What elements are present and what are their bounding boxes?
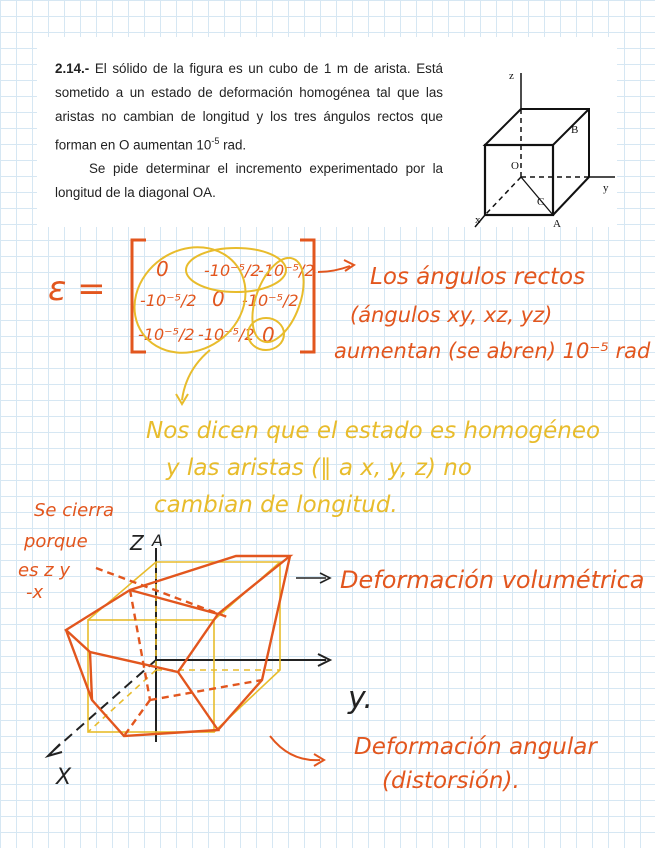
note-yellow-line-3: cambian de longitud. bbox=[154, 492, 398, 518]
label-o: O bbox=[511, 160, 519, 172]
problem-exponent: -5 bbox=[211, 136, 220, 146]
matrix-cell-3-3: 0 bbox=[262, 323, 275, 347]
epsilon-label: ε = bbox=[48, 269, 106, 309]
matrix-cell-3-1: -10⁻⁵/2 bbox=[138, 325, 195, 344]
matrix-cell-2-2: 0 bbox=[212, 287, 225, 311]
note-side-line-2: porque bbox=[24, 531, 88, 552]
problem-paragraph-1: El sólido de la figura es un cubo de 1 m de arista. Está sometido a un estado de deformación homogénea tal que las aristas no cambian de longitud y los tres ángulos rectos que forman en O aumentan 10 bbox=[55, 61, 443, 153]
matrix-cell-2-3: -10⁻⁵/2 bbox=[242, 291, 299, 310]
axis-z-label: Z bbox=[130, 531, 144, 555]
matrix-cell-1-3: -10⁻⁵/2 bbox=[258, 261, 315, 280]
problem-unit: rad. bbox=[223, 137, 247, 153]
axis-y-label: y. bbox=[348, 681, 373, 716]
note-angular-line-1: Deformación angular bbox=[354, 734, 597, 760]
note-side-line-4: -x bbox=[26, 582, 44, 603]
note-side-line-1: Se cierra bbox=[34, 500, 115, 521]
note-yellow-line-1: Nos dicen que el estado es homogéneo bbox=[146, 418, 601, 444]
label-a: A bbox=[553, 218, 561, 230]
note-yellow-line-2: y las aristas (∥ a x, y, z) no bbox=[166, 455, 472, 481]
label-b: B bbox=[571, 124, 579, 136]
note-right-line-3: aumentan (se abren) 10⁻⁵ rad bbox=[334, 339, 651, 363]
matrix-cell-2-1: -10⁻⁵/2 bbox=[140, 291, 197, 310]
note-right-line-1: Los ángulos rectos bbox=[370, 264, 586, 290]
problem-number: 2.14.- bbox=[55, 61, 90, 76]
label-z: z bbox=[509, 70, 514, 82]
label-x: x bbox=[475, 214, 481, 226]
axis-a-label: A bbox=[152, 531, 163, 550]
problem-paragraph-2: Se pide determinar el incremento experimentado por la longitud de la diagonal OA. bbox=[55, 161, 443, 201]
note-volumetric: Deformación volumétrica bbox=[340, 566, 645, 594]
label-c: C bbox=[537, 196, 545, 208]
label-y: y bbox=[603, 182, 609, 194]
note-angular-line-2: (distorsión). bbox=[382, 768, 520, 794]
matrix-cell-1-1: 0 bbox=[156, 257, 169, 281]
matrix-cell-1-2: -10⁻⁵/2 bbox=[204, 261, 261, 280]
matrix-cell-3-2: -10⁻⁵/2 bbox=[198, 325, 255, 344]
note-right-line-2: (ángulos xy, xz, yz) bbox=[350, 303, 553, 327]
deformed-cube bbox=[66, 556, 290, 736]
note-side-line-3: es z y bbox=[18, 560, 70, 581]
axis-x-label: X bbox=[56, 765, 72, 790]
